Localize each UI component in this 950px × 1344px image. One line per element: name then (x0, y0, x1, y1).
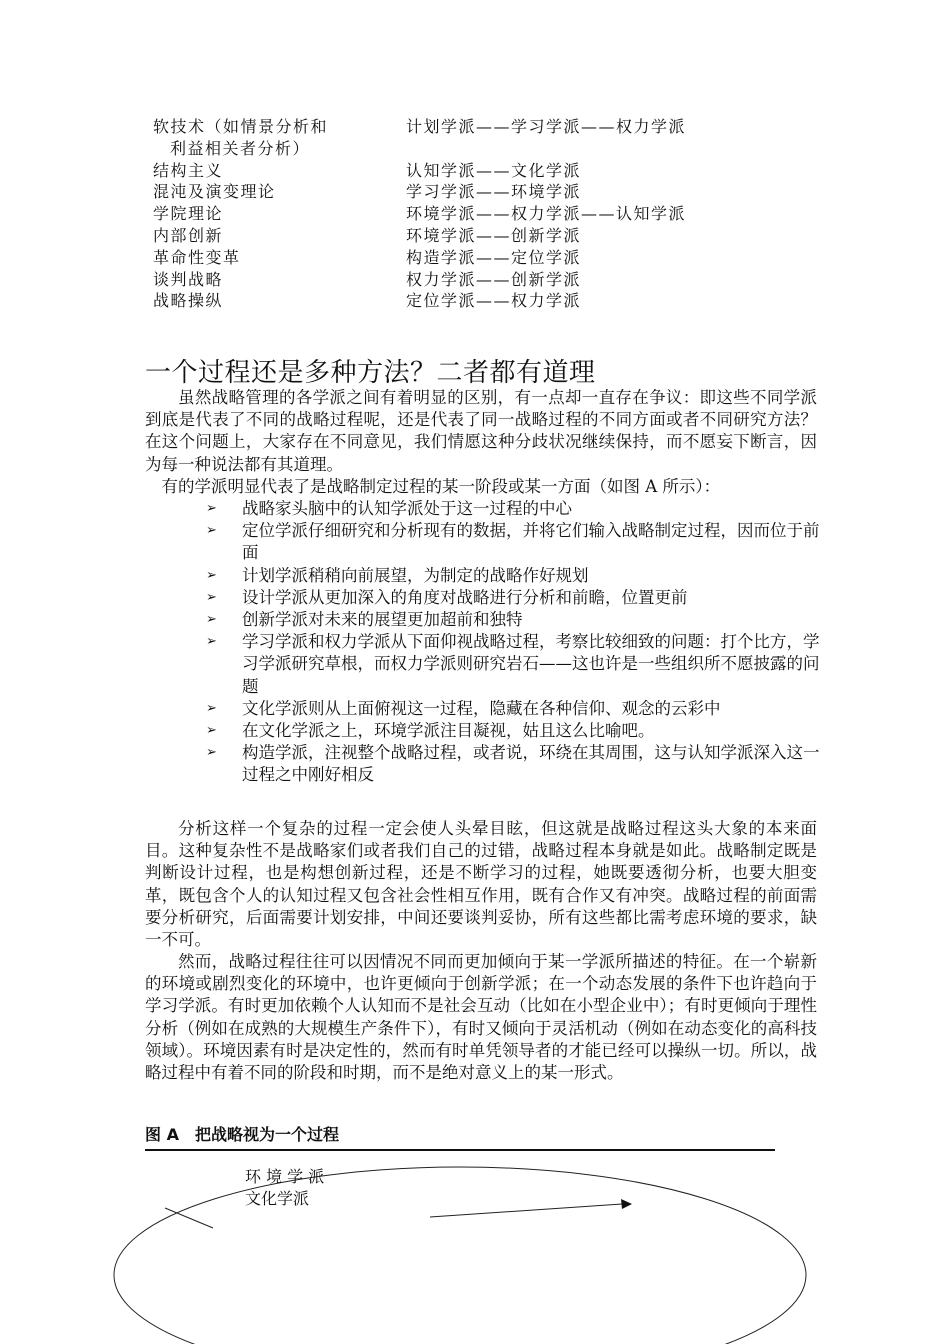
arrow-bullet-icon: ➢ (206, 723, 217, 739)
arrow-bullet-icon: ➢ (206, 567, 217, 583)
school-bullet-list (206, 498, 821, 787)
schools-chain: 权力学派——创新学派 (406, 269, 582, 289)
list-item: ➢ 设计学派从更加深入的角度对战略进行分析和前瞻，位置更前 (206, 587, 821, 609)
list-item: ➢ 在文化学派之上，环境学派注目凝视，姑且这么比喻吧。 (206, 720, 821, 742)
schools-chain: 定位学派——权力学派 (406, 291, 582, 311)
approach-label: 战略操纵 (153, 291, 224, 311)
figure-title: 把战略视为一个过程 (194, 1125, 339, 1144)
list-item: ➢ 构造学派，注视整个战略过程，或者说，环绕在其周围，这与认知学派深入这一过程之中刚好相反 (206, 742, 821, 786)
body-paragraph: 然而，战略过程往往可以因情况不同而更加倾向于某一学派所描述的特征。在一个崭新的环境或剧烈变化的环境中，也许更倾向于创新学派；在一个动态发展的条件下也许趋向于学习学派。有时更加依赖个人认知而不是社会互动（比如在小型企业中）；有时更倾向于理性分析（例如在成熟的大规模生产条件下），有时又倾向于灵活机动（例如在动态变化的高科技领域）。环境因素有时是决定性的，然而有时单凭领导者的才能已经可以操纵一切。所以，战略过程中有着不同的阶段和时期，而不是绝对意义上的某一形式。 (145, 952, 817, 1083)
environment-school-label: 环 境 学 派 (245, 1167, 325, 1186)
arrow-bullet-icon: ➢ (206, 745, 217, 761)
list-item: ➢ 战略家头脑中的认知学派处于这一过程的中心 (206, 498, 821, 520)
arrow-bullet-icon: ➢ (206, 700, 217, 716)
list-item: ➢ 计划学派稍稍向前展望，为制定的战略作好规划 (206, 565, 821, 587)
schools-chain: 构造学派——定位学派 (406, 247, 582, 267)
lead-paragraph: 有的学派明显代表了是战略制定过程的某一阶段或某一方面（如图 A 所示）： (161, 477, 721, 496)
figure-caption (145, 1124, 339, 1146)
approach-label: 软技术（如情景分析和 (153, 117, 329, 136)
table-row (153, 116, 773, 160)
table-row (153, 181, 773, 203)
schools-chain: 计划学派——学习学派——权力学派 (406, 117, 687, 136)
approach-label: 学院理论 (153, 204, 224, 224)
intro-paragraph: 虽然战略管理的各学派之间有着明显的区别，有一点却一直存在争议：即这些不同学派到底是代表了不同的战略过程呢，还是代表了同一战略过程的不同方面或者不同研究方法？在这个问题上，大家存在不同意见，我们情愿这种分歧状况继续保持，而不愿妄下断言，因为每一种说法都有其道理。 (145, 388, 817, 474)
table-row (153, 203, 773, 225)
schools-chain: 环境学派——创新学派 (406, 225, 582, 245)
approach-label: 谈判战略 (153, 269, 224, 289)
school-mapping-table (153, 116, 773, 312)
approach-label: 结构主义 (153, 160, 224, 180)
list-item: ➢ 文化学派则从上面俯视这一过程，隐藏在各种信仰、观念的云彩中 (206, 698, 821, 720)
table-row (153, 269, 773, 291)
body-paragraph: 分析这样一个复杂的过程一定会使人头晕目眩，但这就是战略过程这头大象的本来面目。这种复杂性不是战略家们或者我们自己的过错，战略过程本身就是如此。战略制定既是判断设计过程，也是构想创新过程，还是不断学习的过程，她既要透彻分析，也要大胆变革，既包含个人的认知过程又包含社会性相互作用，既有合作又有冲突。战略过程的前面需要分析研究，后面需要计划安排，中间还要谈判妥协，所有这些都比需考虑环境的要求，缺一不可。 (145, 819, 817, 950)
list-item: ➢ 创新学派对未来的展望更加超前和独特 (206, 609, 821, 631)
arrow-bullet-icon: ➢ (206, 612, 217, 628)
arrow-bullet-icon: ➢ (206, 634, 217, 650)
section-heading: 一个过程还是多种方法？二者都有道理 (145, 358, 596, 388)
approach-label: 革命性变革 (153, 247, 241, 267)
approach-label: 内部创新 (153, 225, 224, 245)
schools-chain: 认知学派——文化学派 (406, 160, 582, 180)
arrow-bullet-icon: ➢ (206, 523, 217, 539)
arrow-bullet-icon: ➢ (206, 501, 217, 516)
table-row (153, 225, 773, 247)
table-row (153, 290, 773, 312)
culture-school-label: 文化学派 (245, 1189, 310, 1208)
table-row (153, 160, 773, 182)
arrow-head-icon (621, 1199, 632, 1209)
process-arrow-line (430, 1204, 622, 1217)
figure-number: 图 A (145, 1125, 179, 1144)
table-row (153, 247, 773, 269)
list-item: ➢ 定位学派仔细研究和分析现有的数据，并将它们输入战略制定过程，因而位于前面 (206, 520, 821, 564)
figure-rule (145, 1149, 775, 1151)
approach-label-continued: 利益相关者分析） (170, 138, 311, 158)
process-ellipse (114, 1167, 806, 1344)
process-diagram (100, 1153, 820, 1344)
schools-chain: 环境学派——权力学派——认知学派 (406, 204, 687, 224)
arrow-bullet-icon: ➢ (206, 589, 217, 605)
schools-chain: 学习学派——环境学派 (406, 182, 582, 202)
list-item: ➢ 学习学派和权力学派从下面仰视战略过程，考察比较细致的问题：打个比方，学习学派研究草根，而权力学派则研究岩石——这也许是一些组织所不愿披露的问题 (206, 631, 821, 698)
pointer-line (165, 1208, 213, 1228)
approach-label: 混沌及演变理论 (153, 182, 276, 202)
